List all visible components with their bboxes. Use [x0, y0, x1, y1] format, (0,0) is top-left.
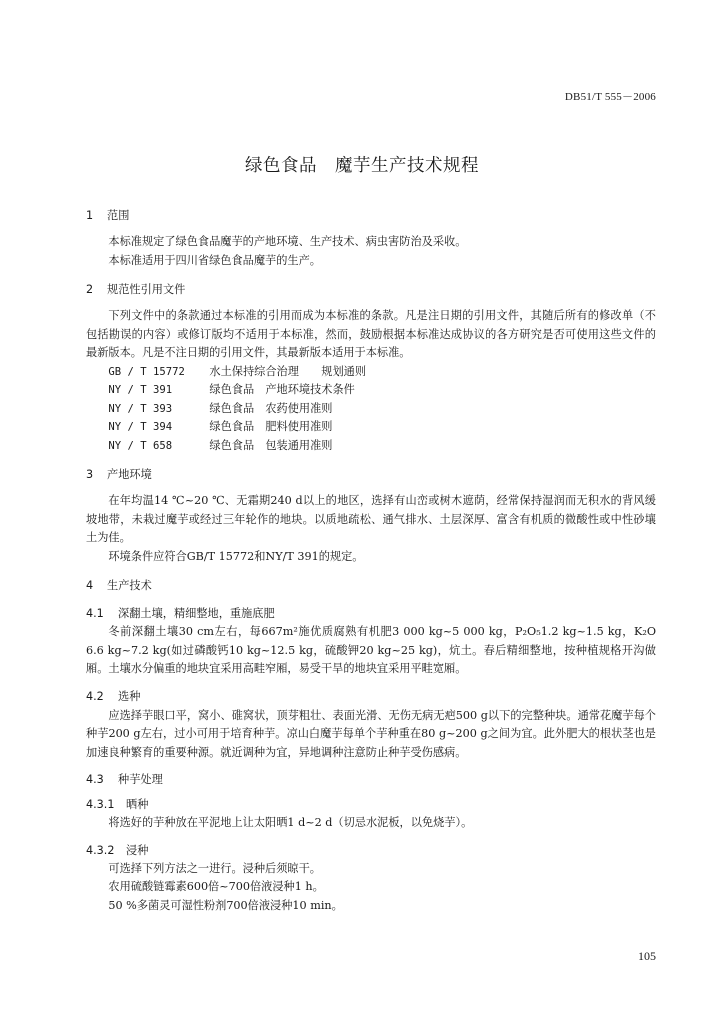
- reference-code: NY / T 394: [108, 421, 173, 433]
- paragraph: 本标准适用于四川省绿色食品魔芋的生产。: [108, 253, 321, 267]
- section-1-heading: [86, 208, 656, 224]
- standard-code: DB51/T 555－2006: [564, 91, 656, 103]
- subsection-number: 4.3.2: [86, 843, 115, 857]
- text-line: 50 %多菌灵可湿性粉剂700倍液浸种10 min。: [108, 898, 343, 912]
- paragraph: 在年均温14 ℃~20 ℃、无霜期240 d以上的地区，选择有山峦或树木遮荫，经常保持湿润而无积水的背风缓坡地带，未栽过魔芋或经过三年轮作的地块。以质地疏松、通气排水、土层深厚、富含有机质的微酸性或中性砂壤土为佳。: [86, 494, 656, 544]
- section-number: 3: [86, 468, 94, 481]
- reference-name: 绿色食品 农药使用准则: [209, 401, 333, 415]
- reference-name: 绿色食品 包装通用准则: [209, 438, 333, 452]
- paragraph: 将选好的芋种放在平泥地上让太阳晒1 d~2 d（切忌水泥板，以免烧芋）。: [108, 816, 473, 829]
- subsection-4-3-2-heading: [86, 843, 656, 859]
- section-title: 产地环境: [107, 468, 152, 481]
- reference-row: [86, 381, 656, 400]
- subsection-title: 晒种: [126, 798, 149, 811]
- section-title: 范围: [107, 209, 130, 222]
- text-line: 农用硫酸链霉素600倍~700倍液浸种1 h。: [108, 880, 324, 893]
- reference-row: [86, 400, 656, 419]
- normative-references-list: [86, 363, 656, 456]
- reference-row: [86, 363, 656, 382]
- section-number: 2: [86, 283, 94, 296]
- reference-name: 水土保持综合治理 规划通则: [209, 364, 367, 378]
- reference-name: 绿色食品 肥料使用准则: [209, 420, 333, 433]
- section-3-heading: [86, 467, 656, 483]
- reference-code: NY / T 658: [108, 439, 173, 452]
- subsection-4-2-heading: [86, 689, 656, 705]
- subsection-4-3-heading: [86, 772, 656, 788]
- section-4-heading: [86, 578, 656, 594]
- reference-row: [86, 418, 656, 437]
- subsection-number: 4.3: [86, 773, 104, 786]
- section-title: 规范性引用文件: [107, 283, 186, 296]
- text-line: 可选择下列方法之一进行。浸种后须晾干。: [108, 861, 321, 875]
- reference-code: NY / T 391: [108, 384, 173, 396]
- subsection-title: 种芋处理: [118, 773, 163, 786]
- reference-code: GB / T 15772: [108, 365, 185, 378]
- document-title: 绿色食品 魔芋生产技术规程: [245, 156, 479, 176]
- subsection-title: 深翻土壤，精细整地，重施底肥: [118, 607, 275, 620]
- paragraph: 环境条件应符合GB/T 15772和NY/T 391的规定。: [108, 549, 364, 563]
- section-number: 4: [86, 579, 94, 592]
- section-2-heading: [86, 282, 656, 298]
- paragraph: 应选择芋眼口平，窝小、碓窝状，顶芽粗壮、表面光滑、无伤无病无疤500 g以下的完整种块。通常花魔芋每个种芋200 g左右，过小可用于培育种芋。凉山白魔芋每单个芋种重在80 g~200 g之间为宜。此外肥大的根状茎也是加速良种繁育的重要种源。就近调种为宜，异地调种注意防止种芋受伤感病。: [86, 708, 656, 759]
- reference-name: 绿色食品 产地环境技术条件: [209, 383, 355, 396]
- subsection-title: 浸种: [126, 843, 149, 857]
- subsection-4-1-heading: [86, 606, 656, 622]
- paragraph: 本标准规定了绿色食品魔芋的产地环境、生产技术、病虫害防治及采收。: [108, 235, 467, 248]
- subsection-title: 选种: [118, 689, 141, 703]
- subsection-number: 4.1: [86, 607, 104, 620]
- paragraph: 冬前深翻土壤30 cm左右，每667m²施优质腐熟有机肥3 000 kg~5 000 kg，P₂O₅1.2 kg~1.5 kg，K₂O 6.6 kg~7.2 kg(如过磷酸钙10 kg~12.5 kg，硫酸钾20 kg~25 kg)，炕土。春后精细整地，按种植规格开沟做厢。土壤水分偏重的地块宜采用高畦窄厢，易受干旱的地块宜采用平畦宽厢。: [86, 625, 656, 675]
- paragraph: 下列文件中的条款通过本标准的引用而成为本标准的条款。凡是注日期的引用文件，其随后所有的修改单（不包括勘误的内容）或修订版均不适用于本标准，然而，鼓励根据本标准达成协议的各方研究是否可使用这些文件的最新版本。凡是不注日期的引用文件，其最新版本适用于本标准。: [86, 309, 656, 359]
- document-body: [86, 208, 656, 915]
- section-title: 生产技术: [107, 579, 152, 592]
- section-number: 1: [86, 209, 94, 222]
- subsection-4-3-1-heading: [86, 797, 656, 813]
- reference-row: [86, 437, 656, 456]
- subsection-number: 4.3.1: [86, 798, 115, 811]
- subsection-number: 4.2: [86, 689, 104, 703]
- page-number: 105: [638, 949, 656, 963]
- reference-code: NY / T 393: [108, 402, 173, 415]
